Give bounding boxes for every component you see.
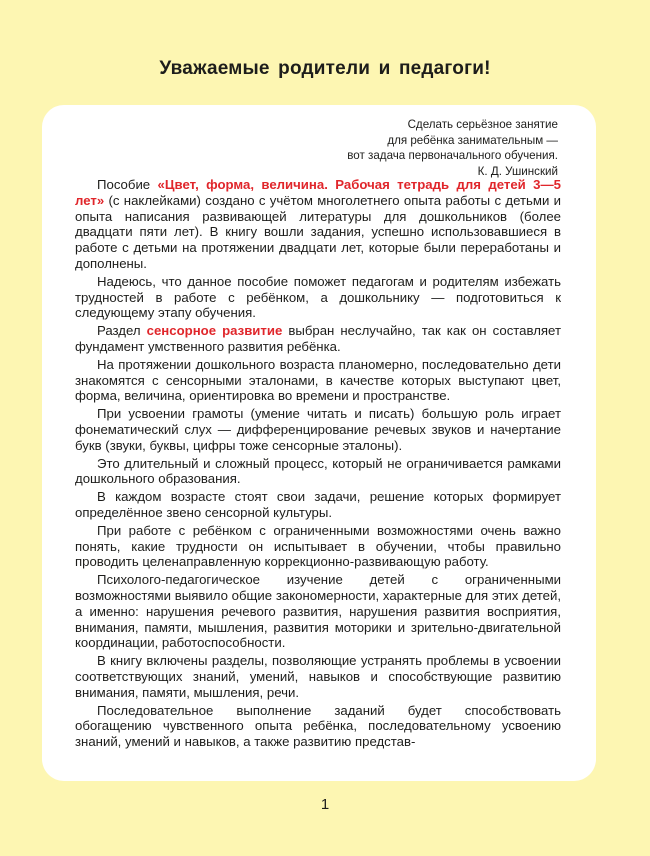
paragraph-text: Психолого-педагогическое изучение детей с ограниченными возможностями выявило общие закономерности, характерные для этих детей, а именно: нарушения речевого развития, нарушения развития восприятия, внимания, памяти, мышления, развития моторики и зрительно-двигательной координации, работоспособности. [75, 572, 561, 651]
paragraph [75, 357, 561, 404]
epigraph-line: Сделать серьёзное занятие [407, 118, 558, 131]
paragraph-text: Надеюсь, что данное пособие поможет педагогам и родителям избежать трудностей в работе с ребёнком, а дошкольнику — подготовиться к следующему этапу обучения. [75, 273, 561, 321]
paragraph-text: (с наклейками) создано с учётом многолетнего опыта работы с детьми и опыта написания развивающей литературы для дошкольников (более двадцати пяти лет). В книгу вошли задания, успешно использовавшиеся в работе с детьми на протяжении двадцати лет, которые были переработаны и дополнены. [75, 192, 561, 271]
paragraph-text: В книгу включены разделы, позволяющие устранять проблемы в усвоении соответствующих знаний, умений, навыков и способствующие развитию внимания, памяти, мышления, речи. [75, 653, 561, 700]
page-number: 1 [320, 796, 330, 813]
paragraph [75, 653, 561, 700]
paragraph [75, 406, 561, 453]
paragraph [75, 177, 561, 272]
paragraph-text: В каждом возрасте стоят свои задачи, решение которых формирует определённое звено сенсорной культуры. [75, 489, 561, 520]
epigraph-line: вот задача первоначального обучения. [347, 149, 558, 163]
paragraph [75, 456, 561, 488]
paragraph [75, 572, 561, 651]
paragraph-text: Пособие [97, 177, 158, 192]
body-text [75, 177, 561, 752]
paragraph-text: Это длительный и сложный процесс, который не ограничивается рамками дошкольного образования. [75, 455, 561, 487]
paragraph [75, 489, 561, 521]
paragraph [75, 274, 561, 321]
paragraph-text: На протяжении дошкольного возраста планомерно, последовательно дети знакомятся с сенсорными эталонами, в качестве которых выступают цвет, форма, величина, ориентировка во времени и пространстве. [75, 356, 561, 404]
highlighted-book-title: «Цвет, форма, величина. Рабочая тетрадь для детей 3—5 лет» [75, 177, 562, 208]
paragraph [75, 703, 561, 750]
paragraph-text: Последовательное выполнение заданий будет способствовать обогащению чувственного опыта ребёнка, последовательному усвоению знаний, умений и навыков, а также развитию представ- [75, 702, 561, 750]
page-title: Уважаемые родители и педагоги! [159, 58, 491, 79]
epigraph-line: для ребёнка занимательным — [387, 133, 558, 147]
paragraph-text: Раздел [97, 323, 147, 339]
paragraph [75, 323, 561, 355]
paragraph-text: выбран неслучайно, так как он составляет фундамент умственного развития ребёнка. [75, 323, 561, 354]
paragraph [75, 523, 561, 570]
paragraph-text: При работе с ребёнком с ограниченными возможностями очень важно понять, какие трудности он испытывает в обучении, чтобы правильно проводить целенаправленную коррекционно-развивающую работу. [75, 522, 561, 570]
paragraph-text: При усвоении грамоты (умение читать и писать) большую роль играет фонематический слух — дифференцирование речевых звуков и начертание букв (звуки, буквы, цифры тоже сенсорные эталоны). [75, 406, 561, 453]
highlighted-section-name: сенсорное развитие [146, 323, 283, 339]
epigraph-author: К. Д. Ушинский [477, 164, 558, 178]
epigraph [347, 117, 558, 179]
content-card [42, 105, 596, 781]
